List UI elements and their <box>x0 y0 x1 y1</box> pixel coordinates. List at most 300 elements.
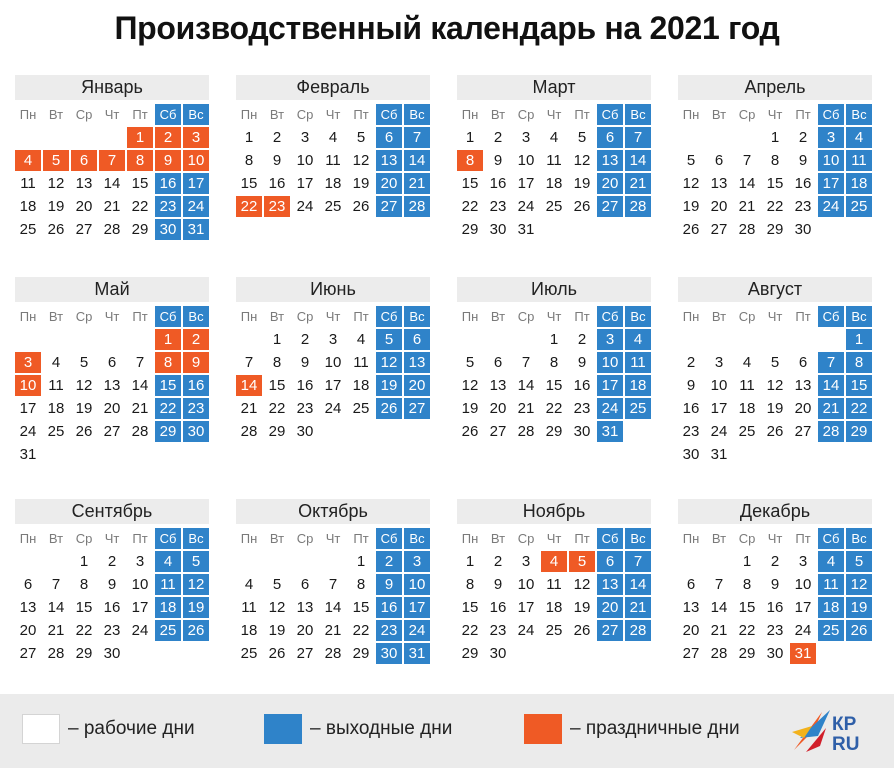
weekend-day: 27 <box>404 398 430 419</box>
working-day: 8 <box>770 152 780 169</box>
working-day: 11 <box>546 576 562 593</box>
working-day: 8 <box>356 576 366 593</box>
working-day: 2 <box>272 129 282 146</box>
working-day: 20 <box>75 198 93 215</box>
working-day: 8 <box>244 152 254 169</box>
weekday-label: Вс <box>404 306 430 327</box>
working-day: 11 <box>546 152 562 169</box>
working-day: 19 <box>573 599 591 616</box>
weekday-label: Вс <box>183 306 209 327</box>
weekend-day: 12 <box>846 574 872 595</box>
working-day: 26 <box>268 645 286 662</box>
week-row <box>15 375 209 398</box>
working-day: 27 <box>103 423 121 440</box>
weekend-day: 2 <box>376 551 402 572</box>
holiday-day: 8 <box>155 352 181 373</box>
weekday-label: Вт <box>711 531 727 546</box>
weekend-day: 31 <box>597 421 623 442</box>
working-day: 16 <box>489 175 507 192</box>
weekday-label: Ср <box>738 531 756 546</box>
week-row <box>236 196 430 219</box>
working-day: 7 <box>135 354 145 371</box>
bird-icon <box>792 710 830 752</box>
weekend-day: 4 <box>846 127 872 148</box>
month-card <box>15 277 209 467</box>
weekday-header <box>236 528 430 551</box>
working-day: 23 <box>682 423 700 440</box>
weekend-day: 22 <box>846 398 872 419</box>
month-name: Май <box>15 277 209 302</box>
working-day: 21 <box>103 198 121 215</box>
weekend-day: 14 <box>625 150 651 171</box>
weekday-label: Вс <box>183 104 209 125</box>
working-day: 10 <box>296 152 314 169</box>
holiday-day: 7 <box>99 150 125 171</box>
weekday-label: Вт <box>269 309 285 324</box>
working-day: 2 <box>493 129 503 146</box>
working-day: 28 <box>131 423 149 440</box>
working-day: 13 <box>19 599 37 616</box>
week-row <box>236 329 430 352</box>
weekday-label: Вт <box>490 309 506 324</box>
weekday-label: Чт <box>546 107 562 122</box>
working-day: 4 <box>244 576 254 593</box>
weekend-day: 3 <box>404 551 430 572</box>
working-day: 15 <box>268 377 286 394</box>
weekday-label: Вт <box>48 107 64 122</box>
month-card <box>236 499 430 666</box>
working-day: 30 <box>794 221 812 238</box>
working-day: 29 <box>738 645 756 662</box>
weekend-day: 18 <box>846 173 872 194</box>
working-day: 26 <box>352 198 370 215</box>
weekday-header <box>678 528 872 551</box>
working-day: 2 <box>798 129 808 146</box>
week-row <box>678 196 872 219</box>
month-name: Июль <box>457 277 651 302</box>
weekday-label: Чт <box>325 107 341 122</box>
holiday-day: 4 <box>15 150 41 171</box>
working-day: 1 <box>356 553 366 570</box>
weekday-label: Ср <box>738 107 756 122</box>
legend-working-swatch <box>22 714 60 744</box>
weekday-label: Сб <box>597 528 623 549</box>
week-row <box>236 352 430 375</box>
working-day: 18 <box>19 198 37 215</box>
weekend-day: 21 <box>404 173 430 194</box>
working-day: 27 <box>794 423 812 440</box>
month-name: Октябрь <box>236 499 430 524</box>
holiday-day: 1 <box>127 127 153 148</box>
holiday-day: 2 <box>155 127 181 148</box>
working-day: 30 <box>103 645 121 662</box>
logo-text-bottom: RU <box>832 734 860 754</box>
week-row <box>457 574 651 597</box>
month-card <box>15 75 209 242</box>
working-day: 12 <box>573 576 591 593</box>
weekend-day: 5 <box>376 329 402 350</box>
week-row <box>678 173 872 196</box>
working-day: 23 <box>489 622 507 639</box>
working-day: 13 <box>75 175 93 192</box>
weekend-day: 28 <box>818 421 844 442</box>
weekday-label: Вт <box>490 107 506 122</box>
working-day: 29 <box>461 221 479 238</box>
month-card <box>678 499 872 666</box>
weekend-day: 28 <box>625 196 651 217</box>
working-day: 4 <box>742 354 752 371</box>
weekend-day: 19 <box>183 597 209 618</box>
working-day: 16 <box>794 175 812 192</box>
working-day: 1 <box>79 553 89 570</box>
working-day: 28 <box>103 221 121 238</box>
working-day: 28 <box>47 645 65 662</box>
working-day: 12 <box>573 152 591 169</box>
working-day: 28 <box>710 645 728 662</box>
weekend-day: 7 <box>625 127 651 148</box>
month-card <box>236 277 430 444</box>
working-day: 1 <box>272 331 282 348</box>
working-day: 12 <box>75 377 93 394</box>
working-day: 18 <box>47 400 65 417</box>
weekday-label: Сб <box>376 528 402 549</box>
weekday-header <box>678 306 872 329</box>
weekend-day: 19 <box>376 375 402 396</box>
working-day: 27 <box>682 645 700 662</box>
week-row <box>457 398 651 421</box>
weekday-header <box>457 104 651 127</box>
weekday-header <box>15 306 209 329</box>
weekday-label: Сб <box>155 528 181 549</box>
working-day: 21 <box>47 622 65 639</box>
working-day: 25 <box>352 400 370 417</box>
weekend-day: 17 <box>597 375 623 396</box>
weekend-day: 24 <box>183 196 209 217</box>
working-day: 1 <box>742 553 752 570</box>
weekday-header <box>236 306 430 329</box>
working-day: 19 <box>461 400 479 417</box>
working-day: 23 <box>489 198 507 215</box>
working-day: 14 <box>738 175 756 192</box>
working-day: 19 <box>268 622 286 639</box>
working-day: 7 <box>51 576 61 593</box>
week-row <box>15 352 209 375</box>
working-day: 7 <box>328 576 338 593</box>
working-day: 27 <box>19 645 37 662</box>
weekend-day: 3 <box>597 329 623 350</box>
working-day: 1 <box>465 553 475 570</box>
working-day: 2 <box>577 331 587 348</box>
month-card <box>457 277 651 444</box>
working-day: 12 <box>352 152 370 169</box>
weekday-label: Пн <box>461 107 479 122</box>
weekday-header <box>15 104 209 127</box>
weekend-day: 24 <box>597 398 623 419</box>
weekday-header <box>457 528 651 551</box>
week-row <box>457 127 651 150</box>
working-day: 21 <box>710 622 728 639</box>
holiday-day: 31 <box>790 643 816 664</box>
weekend-day: 30 <box>183 421 209 442</box>
working-day: 17 <box>794 599 812 616</box>
working-day: 4 <box>549 129 559 146</box>
weekday-label: Пн <box>682 531 700 546</box>
working-day: 24 <box>19 423 37 440</box>
working-day: 25 <box>545 198 563 215</box>
working-day: 25 <box>19 221 37 238</box>
working-day: 20 <box>682 622 700 639</box>
working-day: 17 <box>710 400 728 417</box>
weekend-day: 11 <box>625 352 651 373</box>
weekday-label: Чт <box>104 531 120 546</box>
weekday-label: Чт <box>104 309 120 324</box>
working-day: 7 <box>244 354 254 371</box>
week-row <box>15 329 209 352</box>
weekday-label: Вс <box>846 306 872 327</box>
weekend-day: 6 <box>597 551 623 572</box>
working-day: 1 <box>244 129 254 146</box>
weekend-day: 26 <box>376 398 402 419</box>
working-day: 22 <box>545 400 563 417</box>
working-day: 19 <box>47 198 65 215</box>
legend-weekend-swatch <box>264 714 302 744</box>
weekend-day: 16 <box>183 375 209 396</box>
week-row <box>457 196 651 219</box>
working-day: 14 <box>131 377 149 394</box>
weekday-label: Пт <box>574 531 590 546</box>
week-row <box>678 352 872 375</box>
weekend-day: 4 <box>818 551 844 572</box>
week-row <box>15 444 209 467</box>
holiday-day: 14 <box>236 375 262 396</box>
weekend-day: 30 <box>376 643 402 664</box>
working-day: 21 <box>517 400 535 417</box>
month-name: Ноябрь <box>457 499 651 524</box>
working-day: 6 <box>686 576 696 593</box>
weekend-day: 11 <box>155 574 181 595</box>
weekend-day: 25 <box>846 196 872 217</box>
working-day: 15 <box>545 377 563 394</box>
working-day: 17 <box>324 377 342 394</box>
working-day: 29 <box>545 423 563 440</box>
working-day: 21 <box>240 400 258 417</box>
working-day: 15 <box>131 175 149 192</box>
week-row <box>15 196 209 219</box>
working-day: 18 <box>545 175 563 192</box>
working-day: 22 <box>131 198 149 215</box>
working-day: 30 <box>573 423 591 440</box>
weekday-label: Вт <box>490 531 506 546</box>
working-day: 12 <box>682 175 700 192</box>
working-day: 9 <box>577 354 587 371</box>
working-day: 11 <box>241 599 257 616</box>
weekend-day: 6 <box>376 127 402 148</box>
holiday-day: 8 <box>127 150 153 171</box>
holiday-day: 5 <box>569 551 595 572</box>
weekday-label: Сб <box>376 104 402 125</box>
working-day: 13 <box>103 377 121 394</box>
working-day: 22 <box>75 622 93 639</box>
weekday-label: Сб <box>155 306 181 327</box>
working-day: 14 <box>103 175 121 192</box>
week-row <box>15 398 209 421</box>
weekday-label: Ср <box>296 309 314 324</box>
week-row <box>15 150 209 173</box>
working-day: 13 <box>710 175 728 192</box>
working-day: 6 <box>714 152 724 169</box>
week-row <box>457 620 651 643</box>
weekend-day: 14 <box>404 150 430 171</box>
weekday-label: Ср <box>517 309 535 324</box>
weekday-label: Чт <box>104 107 120 122</box>
working-day: 25 <box>545 622 563 639</box>
working-day: 11 <box>353 354 369 371</box>
working-day: 14 <box>517 377 535 394</box>
weekday-label: Чт <box>767 531 783 546</box>
working-day: 18 <box>352 377 370 394</box>
working-day: 9 <box>272 152 282 169</box>
weekday-label: Пт <box>574 107 590 122</box>
working-day: 11 <box>739 377 755 394</box>
week-row <box>15 620 209 643</box>
working-day: 5 <box>577 129 587 146</box>
month-name: Сентябрь <box>15 499 209 524</box>
weekday-label: Пн <box>19 107 37 122</box>
weekend-day: 17 <box>183 173 209 194</box>
working-day: 27 <box>75 221 93 238</box>
weekend-day: 31 <box>404 643 430 664</box>
weekend-day: 5 <box>846 551 872 572</box>
week-row <box>678 574 872 597</box>
working-day: 21 <box>131 400 149 417</box>
weekend-day: 15 <box>155 375 181 396</box>
working-day: 7 <box>714 576 724 593</box>
legend-weekend-label: – выходные дни <box>310 718 453 739</box>
working-day: 20 <box>794 400 812 417</box>
working-day: 2 <box>107 553 117 570</box>
week-row <box>457 173 651 196</box>
weekend-day: 12 <box>376 352 402 373</box>
holiday-day: 9 <box>155 150 181 171</box>
working-day: 3 <box>798 553 808 570</box>
working-day: 22 <box>461 622 479 639</box>
week-row <box>15 574 209 597</box>
legend-working-label: – рабочие дни <box>68 718 195 739</box>
working-day: 16 <box>682 400 700 417</box>
weekend-day: 23 <box>376 620 402 641</box>
working-day: 25 <box>324 198 342 215</box>
weekend-day: 18 <box>155 597 181 618</box>
weekday-label: Сб <box>155 104 181 125</box>
weekday-label: Пн <box>19 531 37 546</box>
weekday-header <box>236 104 430 127</box>
working-day: 31 <box>710 446 728 463</box>
weekend-day: 20 <box>597 597 623 618</box>
working-day: 22 <box>268 400 286 417</box>
weekday-label: Вс <box>846 528 872 549</box>
working-day: 29 <box>131 221 149 238</box>
working-day: 6 <box>493 354 503 371</box>
weekday-label: Пт <box>353 531 369 546</box>
working-day: 24 <box>324 400 342 417</box>
working-day: 29 <box>461 645 479 662</box>
working-day: 23 <box>573 400 591 417</box>
week-row <box>236 127 430 150</box>
working-day: 23 <box>794 198 812 215</box>
working-day: 15 <box>240 175 258 192</box>
working-day: 28 <box>738 221 756 238</box>
working-day: 20 <box>296 622 314 639</box>
weekend-day: 12 <box>183 574 209 595</box>
weekend-day: 17 <box>818 173 844 194</box>
week-row <box>15 173 209 196</box>
working-day: 31 <box>517 221 535 238</box>
weekend-day: 20 <box>404 375 430 396</box>
working-day: 16 <box>103 599 121 616</box>
week-row <box>457 352 651 375</box>
weekday-label: Чт <box>546 531 562 546</box>
weekday-label: Вс <box>183 528 209 549</box>
working-day: 5 <box>686 152 696 169</box>
working-day: 1 <box>549 331 559 348</box>
working-day: 28 <box>240 423 258 440</box>
weekend-day: 13 <box>404 352 430 373</box>
weekend-day: 29 <box>846 421 872 442</box>
working-day: 24 <box>131 622 149 639</box>
holiday-day: 1 <box>155 329 181 350</box>
week-row <box>678 643 872 666</box>
weekend-day: 30 <box>155 219 181 240</box>
working-day: 10 <box>794 576 812 593</box>
working-day: 30 <box>766 645 784 662</box>
month-name: Февраль <box>236 75 430 100</box>
week-row <box>236 150 430 173</box>
working-day: 26 <box>766 423 784 440</box>
working-day: 26 <box>47 221 65 238</box>
working-day: 15 <box>738 599 756 616</box>
working-day: 25 <box>47 423 65 440</box>
weekday-label: Пт <box>353 309 369 324</box>
week-row <box>678 150 872 173</box>
working-day: 4 <box>328 129 338 146</box>
working-day: 26 <box>461 423 479 440</box>
holiday-day: 6 <box>71 150 97 171</box>
weekday-label: Пт <box>132 309 148 324</box>
weekday-label: Пт <box>795 107 811 122</box>
working-day: 18 <box>240 622 258 639</box>
working-day: 7 <box>742 152 752 169</box>
holiday-day: 3 <box>183 127 209 148</box>
working-day: 2 <box>300 331 310 348</box>
working-day: 17 <box>19 400 37 417</box>
weekend-day: 17 <box>404 597 430 618</box>
weekday-label: Пн <box>682 107 700 122</box>
weekday-label: Сб <box>818 528 844 549</box>
working-day: 3 <box>521 129 531 146</box>
weekday-label: Вт <box>48 531 64 546</box>
week-row <box>15 421 209 444</box>
month-card <box>678 75 872 242</box>
weekday-label: Сб <box>597 104 623 125</box>
working-day: 2 <box>770 553 780 570</box>
weekend-day: 7 <box>404 127 430 148</box>
weekend-day: 14 <box>625 574 651 595</box>
weekend-day: 13 <box>376 150 402 171</box>
working-day: 29 <box>75 645 93 662</box>
working-day: 21 <box>324 622 342 639</box>
weekend-day: 23 <box>183 398 209 419</box>
weekend-day: 27 <box>376 196 402 217</box>
